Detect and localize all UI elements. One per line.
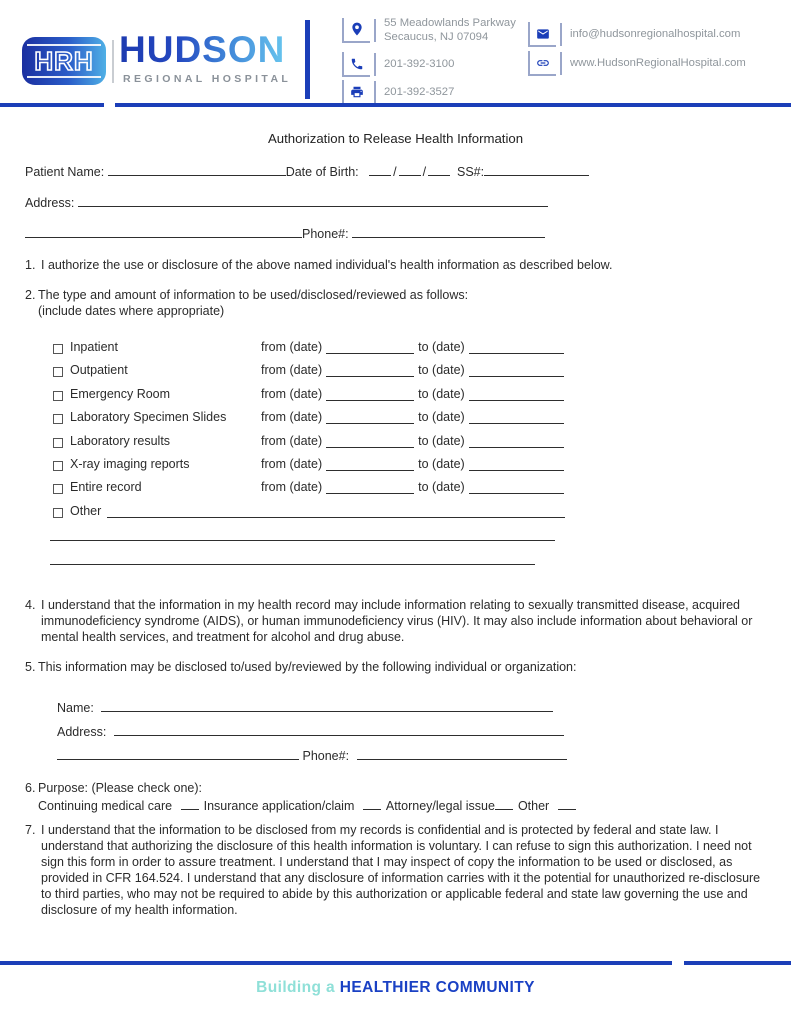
phone-icon	[342, 52, 370, 77]
patient-phone-field[interactable]	[352, 224, 545, 238]
address-text	[384, 16, 516, 44]
ss-field[interactable]	[484, 162, 589, 176]
contact-website	[528, 51, 746, 76]
to-date-label: to (date)	[418, 410, 465, 425]
item-2-line1: The type and amount of information to be used/disclosed/reviewed as follows:	[38, 288, 469, 302]
item-2-line2: (include dates where appropriate)	[38, 304, 225, 318]
contact-separator	[374, 53, 376, 76]
checkbox[interactable]	[53, 367, 63, 377]
item-4-text: I understand that the information in my health record may include information relating to sexually transmitted disease, acquired immunodeficiency syndrome (AIDS), or human immunodeficiency virus (HIV). It may also include information about behavioral or mental health services, and treatment for alcohol and drug abuse.	[41, 598, 753, 644]
contact-phone	[342, 52, 454, 77]
item-5-text: This information may be disclosed to/used by/reviewed by the following individual or organization:	[38, 660, 577, 674]
patient-phone-row	[25, 224, 545, 241]
recipient-phone-field[interactable]	[357, 746, 567, 760]
record-row-continuation-1	[53, 527, 565, 550]
header-rule-left	[0, 103, 104, 107]
record-row-inpatient	[53, 340, 565, 363]
purpose-insurance-field[interactable]	[363, 796, 381, 810]
record-label: Inpatient	[70, 340, 118, 354]
item-6	[25, 780, 770, 796]
from-date-label: from (date)	[261, 456, 323, 471]
fax-printer-icon	[342, 80, 370, 105]
dob-day-field[interactable]	[399, 162, 421, 176]
record-row-emergency-room	[53, 387, 565, 410]
purpose-option-other: Other	[517, 799, 550, 813]
recipient-phone-row	[57, 746, 567, 763]
record-row-xray-imaging	[53, 457, 565, 480]
contact-separator	[374, 19, 376, 42]
checkbox[interactable]	[53, 391, 63, 401]
dob-year-field[interactable]	[428, 162, 450, 176]
recipient-address2-field[interactable]	[57, 746, 299, 760]
dob-month-field[interactable]	[369, 162, 391, 176]
record-row-other	[53, 504, 565, 527]
item-7	[25, 822, 767, 918]
record-label: Laboratory results	[70, 433, 171, 448]
contact-separator	[374, 81, 376, 104]
to-date-label: to (date)	[418, 340, 465, 354]
dob-label: Date of Birth:	[285, 165, 359, 179]
checkbox[interactable]	[53, 484, 63, 494]
record-row-lab-specimen-slides	[53, 410, 565, 433]
location-pin-icon	[342, 18, 370, 43]
record-types-table	[53, 340, 565, 574]
footer-slogan-bold: HEALTHIER COMMUNITY	[339, 979, 535, 996]
record-label: Emergency Room	[70, 386, 171, 401]
patient-address2-field[interactable]	[25, 224, 302, 238]
contact-separator	[560, 23, 562, 46]
fax-text: 201-392-3527	[384, 86, 455, 99]
recipient-address-label: Address:	[57, 725, 107, 739]
to-date-label: to (date)	[418, 480, 465, 495]
recipient-name-field[interactable]	[101, 698, 553, 712]
item-4-number: 4.	[25, 598, 36, 612]
item-1	[25, 257, 770, 273]
record-label: Entire record	[70, 480, 142, 495]
record-label: X-ray imaging reports	[70, 456, 190, 471]
to-date-label: to (date)	[418, 363, 465, 378]
purpose-other-field[interactable]	[558, 796, 576, 810]
item-6-number: 6.	[25, 781, 36, 795]
purpose-option-continuing-care: Continuing medical care	[38, 799, 173, 813]
from-date-field[interactable]	[326, 387, 414, 401]
record-label: Outpatient	[70, 363, 128, 378]
to-date-field[interactable]	[469, 457, 564, 471]
other-field[interactable]	[107, 504, 565, 518]
record-row-outpatient	[53, 363, 565, 386]
footer-slogan-light: Building a	[256, 979, 336, 996]
patient-address-label: Address:	[25, 196, 75, 210]
to-date-label: to (date)	[418, 433, 465, 448]
hospital-name: HUDSON	[119, 29, 286, 70]
header-divider	[305, 20, 310, 99]
from-date-field[interactable]	[326, 434, 414, 448]
dob-slash: /	[422, 165, 427, 179]
item-2-text	[38, 287, 770, 319]
record-row-continuation-2	[53, 551, 565, 574]
recipient-address-field[interactable]	[114, 722, 564, 736]
item-2-number: 2.	[25, 288, 36, 302]
to-date-field[interactable]	[469, 480, 564, 494]
purpose-option-insurance: Insurance application/claim	[203, 799, 355, 813]
patient-phone-label: Phone#:	[302, 227, 349, 241]
contact-email	[528, 22, 740, 47]
item-5-number: 5.	[25, 660, 36, 674]
to-date-field[interactable]	[469, 434, 564, 448]
checkbox[interactable]	[53, 508, 63, 518]
logo-separator	[112, 40, 114, 83]
checkbox[interactable]	[53, 461, 63, 471]
record-row-lab-results	[53, 434, 565, 457]
item-5	[25, 659, 770, 675]
other-continuation-field[interactable]	[50, 527, 555, 541]
contact-address	[342, 16, 516, 44]
checkbox[interactable]	[53, 438, 63, 448]
hospital-tagline: REGIONAL HOSPITAL	[123, 73, 292, 85]
patient-address-row	[25, 193, 548, 210]
item-7-number: 7.	[25, 823, 36, 837]
footer-rule-left	[0, 961, 672, 965]
from-date-field[interactable]	[326, 410, 414, 424]
to-date-field[interactable]	[469, 363, 564, 377]
purpose-continuing-care-field[interactable]	[181, 796, 199, 810]
to-date-label: to (date)	[418, 386, 465, 401]
website-text: www.HudsonRegionalHospital.com	[570, 57, 746, 70]
from-date-label: from (date)	[261, 480, 323, 495]
header-rule-right	[115, 103, 791, 107]
from-date-field[interactable]	[326, 340, 414, 354]
item-4	[25, 597, 765, 645]
other-label: Other	[70, 503, 102, 518]
from-date-label: from (date)	[261, 410, 323, 425]
patient-name-label: Patient Name:	[25, 165, 105, 179]
recipient-phone-label: Phone#:	[302, 749, 350, 763]
form-title: Authorization to Release Health Information	[267, 131, 524, 146]
purpose-attorney-field[interactable]	[495, 796, 513, 810]
patient-name-row	[25, 162, 589, 179]
item-1-text: I authorize the use or disclosure of the above named individual's health information as described below.	[41, 258, 613, 272]
record-row-entire-record	[53, 480, 565, 503]
other-continuation-field[interactable]	[50, 551, 535, 565]
to-date-field[interactable]	[469, 340, 564, 354]
ss-label: SS#:	[457, 165, 485, 179]
from-date-field[interactable]	[326, 480, 414, 494]
recipient-name-label: Name:	[57, 701, 94, 715]
email-text: info@hudsonregionalhospital.com	[570, 28, 741, 41]
checkbox[interactable]	[53, 344, 63, 354]
footer-rule-right	[684, 961, 791, 965]
from-date-field[interactable]	[326, 457, 414, 471]
address-line1: 55 Meadowlands Parkway	[384, 17, 516, 29]
item-2	[25, 287, 770, 319]
item-7-text: I understand that the information to be disclosed from my records is confidential and is protected by federal and state law. I understand that authorizing the disclosure of this health information is voluntary. I can refuse to sign this authorization. I need not sign this form in order to assure treatment. I understand that I may inspect of copy the information to be used or disclosed, as provided in CFR 164.524. I understand that any disclosure of information carries with it the potential for unauthorized re-disclosure to third parties, who may not be required to abide by this authorization or applicable federal and state law governing the use and disclosure of my health information.	[41, 823, 761, 917]
link-icon	[528, 51, 556, 76]
purpose-options-row	[38, 796, 576, 813]
item-6-text: Purpose: (Please check one):	[38, 781, 202, 795]
item-1-number: 1.	[25, 258, 36, 272]
hrh-logo-badge	[22, 37, 106, 85]
from-date-label: from (date)	[261, 386, 323, 401]
from-date-label: from (date)	[261, 363, 323, 378]
purpose-option-attorney: Attorney/legal issue	[385, 799, 495, 813]
address-line2: Secaucus, NJ 07094	[384, 31, 489, 44]
from-date-label: from (date)	[261, 340, 323, 354]
to-date-field[interactable]	[469, 410, 564, 424]
from-date-field[interactable]	[326, 363, 414, 377]
patient-address-field[interactable]	[78, 193, 548, 207]
to-date-label: to (date)	[418, 456, 465, 471]
dob-slash: /	[393, 165, 397, 179]
hrh-logo-text: HRH	[34, 46, 94, 76]
contact-separator	[560, 52, 562, 75]
contact-fax	[342, 80, 454, 105]
recipient-name-row	[57, 698, 553, 715]
to-date-field[interactable]	[469, 387, 564, 401]
from-date-label: from (date)	[261, 433, 323, 448]
checkbox[interactable]	[53, 414, 63, 424]
footer-slogan	[0, 979, 791, 997]
recipient-address-row	[57, 722, 564, 739]
phone-text: 201-392-3100	[384, 58, 455, 71]
record-label: Laboratory Specimen Slides	[70, 410, 227, 425]
patient-name-field[interactable]	[108, 162, 286, 176]
envelope-icon	[528, 22, 556, 47]
